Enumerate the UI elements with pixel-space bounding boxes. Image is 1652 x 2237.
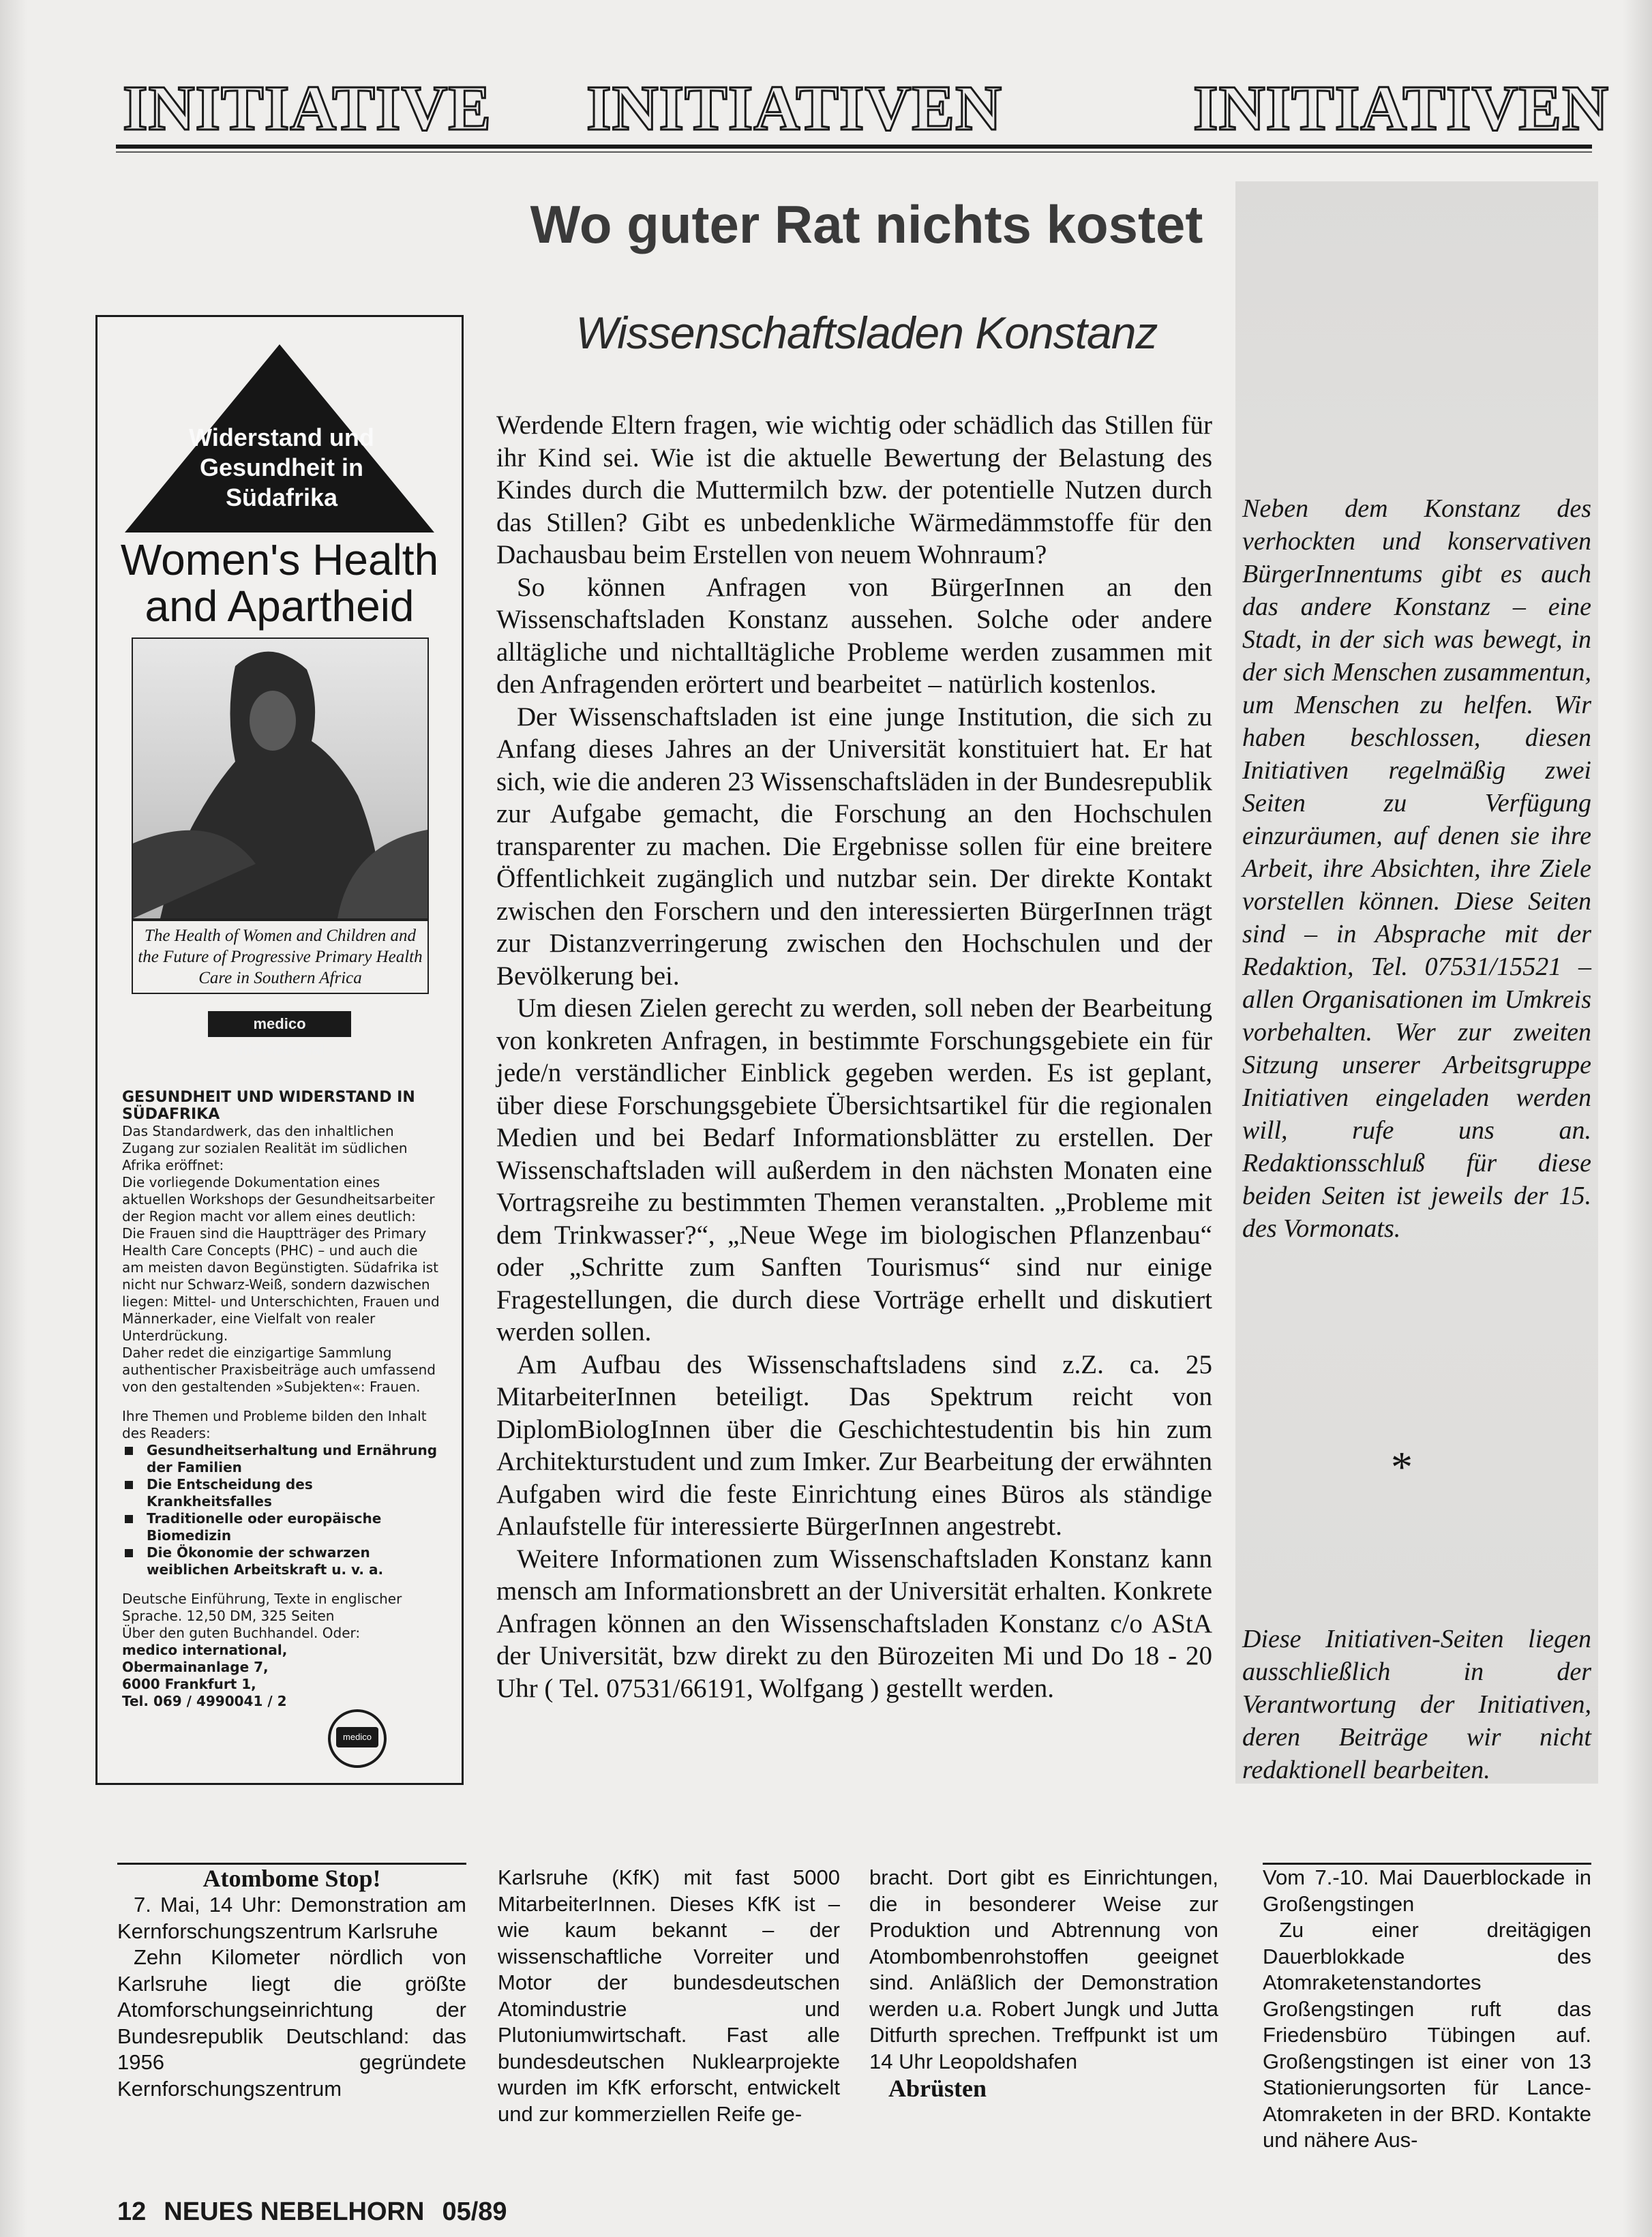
issue-number: 05/89 (442, 2197, 507, 2226)
ad-details: Deutsche Einführung, Texte in englischer Sprache. 12,50 DM, 325 Seiten (122, 1591, 402, 1624)
sidebar-intro: Neben dem Konstanz des verhockten und konservativen BürgerInnentums gibt es auch das andere Konstanz – eine Stadt, in der sich was bewegt, in der sich Menschen zusammentun, um Menschen zu helfen. Wir haben beschlossen, diesen Initiativen regelmäßig zwei Seiten zu Verfügung einzuräumen, auf denen sie ihre Arbeit, ihre Absichten, ihre Ziele vorstellen können. Diese Seiten sind – in Absprache mit der Redaktion, Tel. 07531/15521 – allen Organisationen im Umkreis vorbehalten. Wer zur zweiten Sitzung unserer Arbeitsgruppe Initiativen eingeladen werden will, rufe uns an. Redaktionsschluß für diese beiden Seiten ist jeweils der 15. des Vormonats. (1242, 494, 1591, 1243)
ad-themes-intro: Ihre Themen und Probleme bilden den Inhalt des Readers: (122, 1408, 427, 1441)
notice-lead: Vom 7.-10. Mai Dauerblockade in Großengstingen (1263, 1865, 1591, 1916)
notice-lead: 7. Mai, 14 Uhr: Demonstration am Kernforschungszentrum Karlsruhe (117, 1893, 466, 1943)
ad-contact-line: Obermainanlage 7, (122, 1659, 269, 1675)
section-header (116, 73, 1609, 151)
ad-text: Daher redet die einzigartige Sammlung authentischer Praxisbeiträge auch umfassend von den gestaltenden »Subjekten«: Frauen. (122, 1345, 436, 1395)
ad-text: Das Standardwerk, das den inhaltlichen Zugang zur sozialen Realität im südlichen Afrika eröffnet: (122, 1123, 408, 1173)
medico-logo-icon (328, 1709, 387, 1768)
notice-body: Zehn Kilometer nördlich von Karlsruhe liegt die größte Atomforschungseinrichtung der Bundesrepublik Deutschland: das 1956 gegründete Kernforschungszentrum (117, 1945, 466, 2101)
page-footer (117, 2198, 525, 2225)
ad-heading: GESUNDHEIT UND WIDERSTAND IN SÜDAFRIKA (122, 1089, 415, 1123)
article-paragraph: Werdende Eltern fragen, wie wichtig oder schädlich das Stillen für ihr Kind sei. Wie ist die aktuelle Bewertung der Belastung des Kindes durch die Muttermilch bzw. der potentielle Nutzen durch das Stillen? Gibt es unbedenkliche Wärmedämmstoffe für den Dachausbau beim Erstellen von neuem Wohnraum? (496, 410, 1212, 569)
header-rule (116, 145, 1592, 149)
book-advertisement (95, 315, 464, 1785)
notice-body: bracht. Dort gibt es Einrichtungen, die in besonderer Weise zur Produktion und Abtrennung von Atombombenrohstoffen geeignet sind. Anläßlich der Demonstration werden u.a. Robert Jungk und Jutta Ditfurth sprechen. Treffpunkt ist um 14 Uhr Leopoldshafen (869, 1865, 1218, 2073)
medico-logo-text: medico (336, 1727, 378, 1747)
notice-title-abruesten: Abrüsten (888, 2075, 987, 2102)
ad-theme-item: Die Entscheidung des Krankheitsfalles (122, 1476, 440, 1510)
ad-text: Die vorliegende Dokumentation eines aktuellen Workshops der Gesundheitsarbeiter der Region macht vor allem eines deutlich: (122, 1174, 435, 1225)
ad-theme-item: Die Ökonomie der schwarzen weiblichen Arbeitskraft u. v. a. (122, 1544, 440, 1578)
ad-contact-line: medico international, (122, 1642, 288, 1658)
ad-theme-item: Gesundheitserhaltung und Ernährung der Familien (122, 1442, 440, 1476)
article-paragraph: Der Wissenschaftsladen ist eine junge Institution, die sich zu Anfang dieses Jahres an der Universität konstituiert hat. Er hat sich, wie die anderen 23 Wissenschaftsläden in der Bundesrepublik zur Aufgabe gemacht, die Forschung an den Hochschulen transparenter zu machen. Die Ergebnisse sollen für eine breitere Öffentlichkeit zugänglich und nutzbar sein. Der direkte Kontakt zwischen den Forschern und den interessierten BürgerInnen trägt zur Distanzverringerung zwischen den Hochschulen und der Bevölkerung bei. (496, 702, 1212, 991)
article-paragraph: Am Aufbau des Wissenschaftsladens sind z.Z. ca. 25 MitarbeiterInnen beteiligt. Das Spektrum reicht von DiplomBiologInnen über die Geschichtestudentin bis hin zum Architekturstudent und zum Imker. Zur Bearbeitung der erwähnten Aufgaben wird die feste Einrichtung eines Büros als ständige Anlaufstelle für interessierte BürgerInnen angestrebt. (496, 1349, 1212, 1541)
ad-description (122, 1089, 440, 1710)
ad-theme-list (122, 1442, 440, 1578)
woman-silhouette-icon (133, 639, 427, 918)
article-paragraph: Um diesen Zielen gerecht zu werden, soll neben der Bearbeitung von konkreten Anfragen, in bestimmte Forschungsgebiete ein für jede/n verständlicher Einblick gegeben werden. Es ist geplant, über diese Forschungsgebiete Übersichtsartikel für die regionalen Medien und bei Bedarf Informationsblätter zu erstellen. Der Wissenschaftsladen will außerdem in den nächsten Monaten eine Vortragsreihe zu bestimmten Themen veranstalten. „Probleme mit dem Trinkwasser?“, „Neue Wege im biologischen Pflanzenbau“ oder „Schritte zum Sanften Tourismus“ sind nur einige Fragestellungen, die durch diese Vorträge erhellt und diskutiert werden sollen. (496, 993, 1212, 1347)
bottom-column-3 (869, 1865, 1218, 2102)
ad-text: Die Frauen sind die Hauptträger des Primary Health Care Concepts (PHC) – und auch die am meisten davon Begünstigten. Südafrika ist nicht nur Schwarz-Weiß, sondern dazwischen liegen: Mittel- und Unterschichten, Frauen und Männerkader, eine Vielfalt von realer Unterdrückung. (122, 1225, 440, 1344)
bottom-column-1 (117, 1865, 466, 2102)
article-body (496, 409, 1212, 1705)
article-paragraph: Weitere Informationen zum Wissenschaftsladen Konstanz kann mensch am Informationsbrett an der Universität erhalten. Konkrete Anfragen können an den Wissenschaftsladen Konstanz c/o AStA der Universität, bzw direkt zu den Bürozeiten Mi und Do 18 - 20 Uhr ( Tel. 07531/66191, Wolfgang ) gestellt werden. (496, 1544, 1212, 1703)
header-word-left: INITIATIVE (123, 73, 492, 144)
triangle-banner-text: Widerstand und Gesundheit in Südafrika (189, 423, 374, 511)
article-paragraph: So können Anfragen von BürgerInnen an den Wissenschaftsladen Konstanz aussehen. Solche oder andere alltägliche und nichtalltägliche Probleme werden zusammen mit den Anfragenden erörtert und bearbeitet – natürlich kostenlos. (496, 572, 1212, 699)
header-rule-thin (116, 151, 1592, 153)
header-word-center: INITIATIVEN (586, 73, 1002, 144)
sidebar-star: * (1391, 1443, 1413, 1491)
ad-book-title: Women's Health and Apartheid (120, 535, 439, 631)
notice-title-atombombe: Atombome Stop! (202, 1865, 381, 1892)
notice-body: Zu einer dreitägigen Dauerblokkade des Atomraketenstandortes Großengstingen ruft das Friedensbüro Tübingen auf. Großengstingen ist einer von 13 Stationierungsorten für Lance-Atomraketen in der BRD. Kontakte und nähere Aus- (1263, 1918, 1591, 2152)
ad-contact-line: 6000 Frankfurt 1, (122, 1676, 256, 1692)
ad-cover-photo (132, 637, 429, 920)
publication-name: NEUES NEBELHORN (164, 2197, 425, 2226)
ad-contact-line: Tel. 069 / 4990041 / 2 (122, 1693, 287, 1709)
ad-cover-caption: The Health of Women and Children and the Future of Progressive Primary Health Care in Southern Africa (132, 920, 429, 994)
article-subtitle: Wissenschaftsladen Konstanz (575, 307, 1158, 358)
bottom-column-4 (1263, 1865, 1591, 2154)
publisher-badge: medico international (208, 1011, 351, 1037)
header-word-right: INITIATIVEN (1193, 73, 1609, 144)
sidebar-footnote: Diese Initiativen-Seiten liegen ausschließlich in der Verantwortung der Initiativen, deren Beiträge wir nicht redaktionell bearbeiten. (1242, 1625, 1591, 1784)
notice-body: Karlsruhe (KfK) mit fast 5000 MitarbeiterInnen. Dieses KfK ist – wie kaum bekannt – der wissenschaftliche Vorreiter und Motor der bundesdeutschen Atomindustrie und Plutoniumwirtschaft. Fast alle bundesdeutschen Nuklearprojekte wurden im KfK erforscht, entwickelt und zur kommerziellen Reife ge- (498, 1865, 840, 2126)
ad-order: Über den guten Buchhandel. Oder: (122, 1625, 361, 1641)
article-title: Wo guter Rat nichts kostet (530, 194, 1203, 254)
ad-theme-item: Traditionelle oder europäische Biomedizin (122, 1510, 440, 1544)
page-number: 12 (117, 2197, 147, 2226)
bottom-column-2 (498, 1865, 840, 2127)
